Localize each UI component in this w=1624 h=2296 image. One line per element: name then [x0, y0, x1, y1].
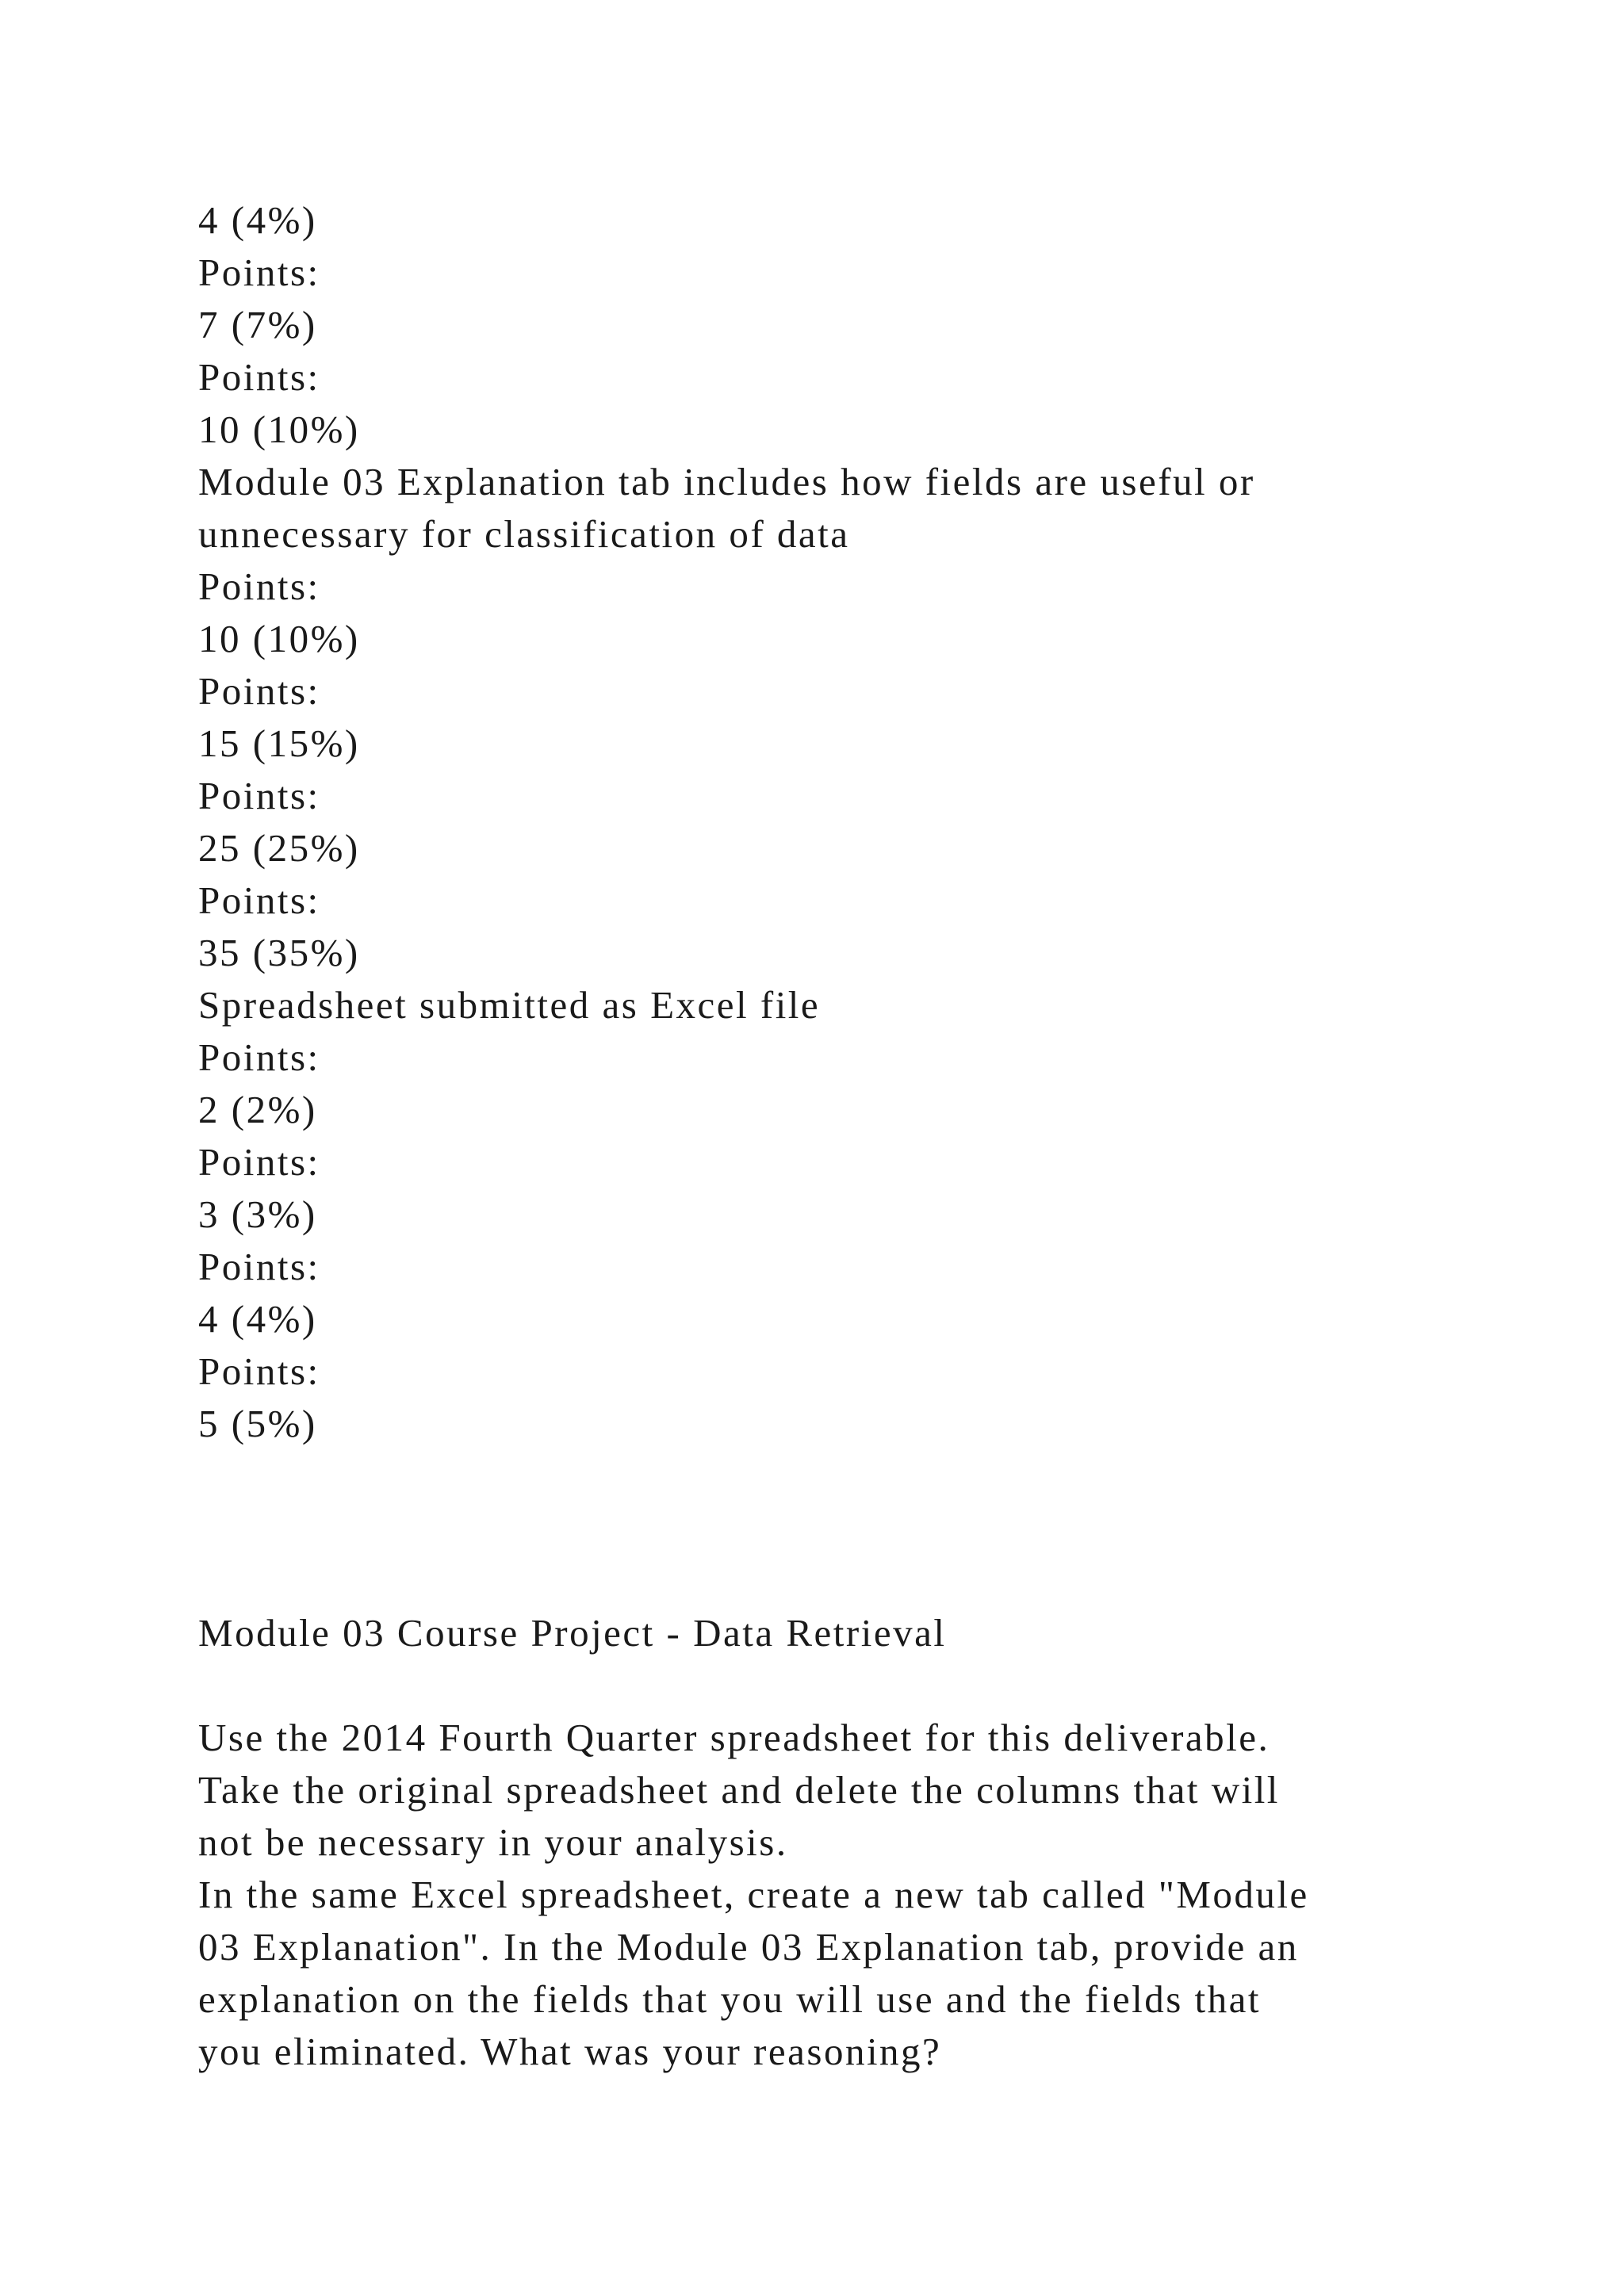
document-page: [198, 194, 1546, 2078]
rubric-points-group-1: [198, 194, 1546, 456]
points-value: 7 (7%): [198, 303, 317, 346]
points-value: 25 (25%): [198, 826, 360, 870]
criterion-excel-file: Spreadsheet submitted as Excel file: [198, 983, 821, 1027]
instruction-line: In the same Excel spreadsheet, create a new tab called "Module: [198, 1873, 1309, 1916]
instruction-line: Use the 2014 Fourth Quarter spreadsheet for this deliverable.: [198, 1716, 1270, 1759]
project-instructions: [198, 1712, 1546, 2078]
criterion-text-line: unnecessary for classification of data: [198, 512, 850, 556]
points-value: 15 (15%): [198, 721, 360, 765]
points-value: 10 (10%): [198, 408, 360, 451]
points-label: Points:: [198, 355, 320, 399]
rubric-points-group-2: [198, 561, 1546, 979]
points-value: 10 (10%): [198, 617, 360, 660]
section-spacer: [198, 1450, 1546, 1607]
instruction-line: not be necessary in your analysis.: [198, 1820, 788, 1864]
points-label: Points:: [198, 878, 320, 922]
rubric-points-group-3: [198, 1031, 1546, 1450]
instruction-line: you eliminated. What was your reasoning?: [198, 2030, 942, 2073]
points-label: Points:: [198, 774, 320, 817]
paragraph-spacer: [198, 1659, 1546, 1712]
points-value: 3 (3%): [198, 1192, 317, 1236]
points-label: Points:: [198, 564, 320, 608]
criterion-text-line: Module 03 Explanation tab includes how fields are useful or: [198, 460, 1255, 503]
points-value: 5 (5%): [198, 1402, 317, 1445]
points-label: Points:: [198, 1140, 320, 1184]
points-label: Points:: [198, 1349, 320, 1393]
points-label: Points:: [198, 1035, 320, 1079]
points-label: Points:: [198, 251, 320, 294]
points-label: Points:: [198, 669, 320, 713]
instruction-line: Take the original spreadsheet and delete the columns that will: [198, 1768, 1280, 1812]
instruction-line: 03 Explanation". In the Module 03 Explanation tab, provide an: [198, 1925, 1299, 1969]
points-value: 35 (35%): [198, 931, 360, 974]
points-value: 4 (4%): [198, 1297, 317, 1341]
instruction-line: explanation on the fields that you will use and the fields that: [198, 1977, 1262, 2021]
points-label: Points:: [198, 1245, 320, 1288]
points-value: 2 (2%): [198, 1088, 317, 1131]
points-value: 4 (4%): [198, 198, 317, 242]
criterion-explanation-tab: [198, 456, 1546, 561]
project-title: Module 03 Course Project - Data Retrieval: [198, 1611, 947, 1655]
